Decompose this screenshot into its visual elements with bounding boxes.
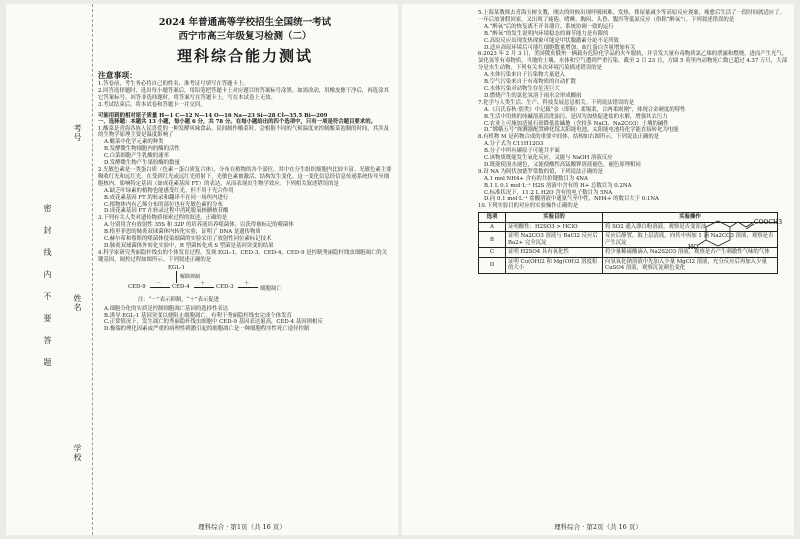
q7-stem: 7.化学与人类生活、生产、科技发展息息相关。下列说法错误的是 xyxy=(478,99,635,106)
table-cell: 向氢氧化钠溶液中先加入少量 MgCl2 溶液，充分反应后再加入少量 CuSO4 溶液，观察沉淀颜色变化 xyxy=(603,257,778,273)
q8-option-b: B.分子中所有碳原子可能共平面 xyxy=(484,148,560,155)
table-cell: A xyxy=(479,222,506,232)
q9-stem: 9.设 NA 为阿伏加德罗常数的值，下列说法正确的是 xyxy=(478,168,603,175)
q9-option-c: C.标准状况下，11.2 L H2O 含有的电子数目为 5NA xyxy=(484,189,613,196)
q6-option-d: D.燃烧产生的氯化氢溶于雨水会形成酸雨 xyxy=(484,92,582,99)
table-cell: 证明 Na2CO3 溶液与 BaCl2 反应后 Ba2+ 完全沉淀 xyxy=(506,232,603,248)
q6-option-b: B.空气污染来自于有毒物质的自动扩散 xyxy=(484,79,576,86)
name-label: 姓名 xyxy=(73,294,82,312)
q1-option-c: C.白菜细胞产生乳酸的速率 xyxy=(104,153,169,160)
q3-option-d: D.肺炎双球菌体外转化实验中，R 型菌转化成 S 型菌是基因突变的结果 xyxy=(104,242,274,249)
diagram-plus-2: ＋ xyxy=(244,280,250,287)
molecule-m-structure xyxy=(688,216,788,250)
q2-option-a: A.缺乏叶绿素的植物也能感受红光，但不用于光合作用 xyxy=(104,187,234,194)
diagram-egl1: EGL-1 xyxy=(168,264,186,271)
q1-option-d: D.发酵微生物产生果胶酶的数量 xyxy=(104,160,180,167)
q2-option-c: C.植物体内有乙烯分布的部位也有光敏色素的分布 xyxy=(104,201,223,208)
diagram-plus-1: ＋ xyxy=(200,280,206,287)
table-cell: 证明酸性：H2SO3 > HClO xyxy=(506,222,603,232)
molecule-ho: HO xyxy=(688,244,699,250)
q9-option-d: D.向 0.1 mol·L⁻¹ 盐酸溶液中通氨气至中性，NH4+ 的数目大于 0.1NA xyxy=(484,196,659,203)
q8-option-a: A.分子式为 C11H12O3 xyxy=(484,141,544,148)
table-cell: 将少量稀硫酸滴入 Na2S2O3 溶液，观察是否产生刺激性气味的气体 xyxy=(603,248,778,258)
exam-no-label: 考号 xyxy=(73,124,82,142)
q7-option-d: D.“嫦娥五号”探测器配置砷化镓太阳能电池，太阳能电池将化学能直接转化为电能 xyxy=(484,127,679,134)
q7-option-c: C.农业上可施加适量石膏降低盐碱地（含较多 NaCl、Na2CO3）土壤的碱性 xyxy=(484,120,669,127)
benzene-ring xyxy=(706,221,730,246)
q2-option-d: D.成花素基因 FT 在转录过程中消耗脱氧核糖核苷酸 xyxy=(104,208,229,215)
notice-heading: 注意事项： xyxy=(98,71,137,80)
diagram-ced9: CED-9 xyxy=(128,283,146,290)
q9-option-a: A.1 mol NH4+ 含有的共价键数目为 4NA xyxy=(484,175,588,182)
notice-1: 1.答卷前，考生务必将自己的姓名、准考证号填写在答题卡上。 xyxy=(98,81,249,87)
q6-stem: 6.2023 年 2 月 3 日，美国俄亥俄州一辆载有危险化学品的火车脱轨，并引发大量有毒物质氯乙烯的泄露和燃烧，进而产生光气、氯化氢等有毒物质，当地的土壤、水体和空气遭到严重污染，截至 2 月 23 日，方圆 5 英里内动物死亡数已超过 4.37 万只，大部分是水生动物。下列有关本次环境污染描述错误的是 xyxy=(478,51,788,72)
q2-stem: 2.光敏色素是一类蛋白质（色素－蛋白质复合体），分布在植物的各个部位，其中在分生组织细胞内比较丰富。光敏色素主要吸收红光和远红光，在受到红光或远红光照射下，光敏色素被激活，结构发生变化，这一变化信息经信息传递系统传导至细胞核内，影响特定基因（如成花素基因 FT）的表达，从而表现出生物学效应。下列相关叙述错误的是 xyxy=(98,166,392,187)
exam-subtitle: 西宁市高三年级复习检测（二） xyxy=(178,31,312,42)
page-right xyxy=(402,4,794,535)
q3-option-c: C.赫尔希和蔡斯的噬菌体侵染细菌的实验采用了放射性同位素标记技术 xyxy=(104,236,272,243)
diagram-note: 注：“－”表示抑制，“＋”表示促进 xyxy=(138,296,220,303)
table-header: 选项 xyxy=(479,213,506,223)
q3-option-b: B.格里菲思的肺炎双球菌体内转化实验，证明了 DNA 是遗传物质 xyxy=(104,229,261,236)
notice-3: 3.考试结束后，将本试卷和答题卡一并交回。 xyxy=(98,101,206,108)
q5-option-c: C.高原反应出现发热现象可能是甲状腺激素分泌不足所致 xyxy=(484,37,620,44)
paper-title: 理科综合能力测试 xyxy=(176,47,313,65)
q5-option-d: D.适应高原环境后可能红细胞数量增加，血红蛋白含量增加有关 xyxy=(484,44,636,51)
q10-stem: 10.下列实验目的对应的实验操作正确的是 xyxy=(478,203,579,210)
diagram-arrow-down xyxy=(176,271,177,283)
q8-stem: 8.有机物 M 是药物合成的重要中间体，结构如右图所示，下列说法正确的是 xyxy=(478,134,660,141)
q4-stem: 4.科学家研究秀丽隐杆线虫的个体发育过程，发现 EGL-1，CED-3，CED-4，CED-9 是控制秀丽隐杆线虫细胞凋亡的关键基因，调控过程如图所示。下列叙述正确的是 xyxy=(98,249,388,263)
table-cell: D xyxy=(479,257,506,273)
table-cell: 证明 Cu(OH)2 和 Mg(OH)2 溶度积的大小 xyxy=(506,257,603,273)
q5-stem: 5.上海某教师去青海玉树支教，刚去的时候出现呼吸困难、发热、排尿量减少等高原反应现象，瘦愈后生活了一段时间就适应了。一年后放暑假回家，又出现了疲倦、嗜睡、胸闷、头昏、腹泻等低原反应（俗称“醉氧”）。下列叙述错误的是 xyxy=(478,10,786,23)
q5-option-b: B.“醉氧”的发生说明内环境稳态的调节能力是有限的 xyxy=(484,30,609,37)
q4-option-c: C.正常情况下，发生凋亡的秀丽隐杆线虫细胞中 CED-9 基因表达量高，CED-4 基因则相反 xyxy=(104,319,323,326)
notice-2: 2.回答选择题时，选出每小题答案后，用铅笔把答题卡上对应题目的答案标号涂黑。如需改动，用橡皮擦干净后，再选涂其它答案标号。回答非选择题时，将答案写在答题卡上，写在本试卷上无效。 xyxy=(98,87,389,101)
q1-option-b: B.发酵微生物细胞内的酶的活性 xyxy=(104,146,180,153)
q4-option-a: A.细胞分化的实质是控制细胞凋亡基因的选择性表达 xyxy=(104,305,229,312)
q8-option-c: C.该物质既能发生氧化反应，又能与 NaOH 溶液反应 xyxy=(484,155,613,162)
binding-margin xyxy=(6,4,93,535)
table-header: 实验操作 xyxy=(603,213,778,223)
page-footer-left: 理科综合 · 第1页（共 16 页） xyxy=(198,523,286,531)
q4-option-b: B.诱导 EGL-1 基因突变以便阻止细胞凋亡，有利于秀丽隐杆线虫完成个体发育 xyxy=(104,312,292,319)
diagram-ced4: CED-4 xyxy=(172,283,190,290)
molecule-ester: COOCH3 xyxy=(754,219,783,226)
q1-option-a: A.酸菜中化学元素的种类 xyxy=(104,139,164,146)
exam-title: 2024 年普通高等学校招生全国统一考试 xyxy=(158,17,332,28)
diagram-ced3: CED-3 xyxy=(216,283,234,290)
q7-option-b: B.生活中用热的纯碱溶液清洗油污，是因为加热促进盐的水解，增强其去污力 xyxy=(484,113,668,120)
left-content xyxy=(98,10,392,333)
table-cell: 反应后静置，取上层清液，向其中再加 1 滴 Na2CO3 溶液，观察是否产生沉淀 xyxy=(603,232,778,248)
q6-option-a: A.水体污染来自于污染物大量进入 xyxy=(484,72,566,79)
seal-line-text: 密封线内不要答题 xyxy=(43,204,52,380)
q7-option-a: A.《吕氏春秋·别类》中记载“金（即铜）柔锡柔，合两柔则刚”，体现合金硬度的特性 xyxy=(484,106,686,113)
diagram-apoptosis: 细胞凋亡 xyxy=(260,285,282,292)
diagram-minus: － xyxy=(156,280,162,287)
table-cell: 将 SO2 通入漂白粉溶液，观察是否变浑浊 xyxy=(603,222,778,232)
q2-option-b: B.成花素基因 FT 的转录和翻译不在同一场所内进行 xyxy=(104,194,229,201)
table-header: 实验目的 xyxy=(506,213,603,223)
table-cell: 证明 H2SO4 具有氧化性 xyxy=(506,248,603,258)
q3-option-a: A.分别用含有放射性 35S 和 32P 的培养液培养噬菌体，以获得被标记的噬菌体 xyxy=(104,222,294,229)
school-label: 学校 xyxy=(73,444,82,462)
page-footer-right: 理科综合 · 第2页（共 16 页） xyxy=(554,523,642,531)
atomic-masses: 可能用到的相对原子质量 H—1 C—12 N—14 O—16 Na—23 Si—28 Cl—35.5 Bi—209 xyxy=(98,112,328,119)
section-1-heading: 一、选择题：本题共 13 小题，每小题 6 分，共 78 分。在每小题给出的四个选项中，只有一项是符合题目要求的。 xyxy=(98,118,376,125)
q8-option-d: D.既能使溴水褪色，又能使酸性高锰酸钾溶液褪色，褪色原理相同 xyxy=(484,161,641,168)
table-row xyxy=(479,257,778,273)
apoptosis-diagram xyxy=(98,265,392,305)
page-left xyxy=(6,4,398,535)
q4-option-d: D.极端的理化因素或严重的病理性刺激引起的细胞凋亡是一种细胞程序性死亡途径控制 xyxy=(104,326,310,333)
q6-option-c: C.水体污染对动物生存危害巨大 xyxy=(484,85,560,92)
diagram-edge-2 xyxy=(194,287,214,288)
diagram-inhibit-label: 解除抑制 xyxy=(180,273,201,280)
q9-option-b: B.1 L 0.1 mol·L⁻¹ H2S 溶液中含有的 H+ 总数目为 0.2NA xyxy=(484,182,632,189)
table-cell: C xyxy=(479,248,506,258)
diagram-edge-1 xyxy=(150,287,170,288)
q5-option-a: A.“醉氧”后的恢复离不开各器官、系统协调一致的运行 xyxy=(484,23,614,30)
diagram-edge-3 xyxy=(238,287,258,288)
q1-stem: 1.酸菜是青海各族人民喜爱的一种发酵风味食品。民间制作酸菜时，会根据不同的气候温度来控制酸菜泡制的时间，其涉及的生物学原理主要是温度影响了 xyxy=(98,125,389,139)
q3-stem: 3.下列有关人类对遗传物质探索过程的叙述，正确的是 xyxy=(98,215,228,222)
table-cell: B xyxy=(479,232,506,248)
